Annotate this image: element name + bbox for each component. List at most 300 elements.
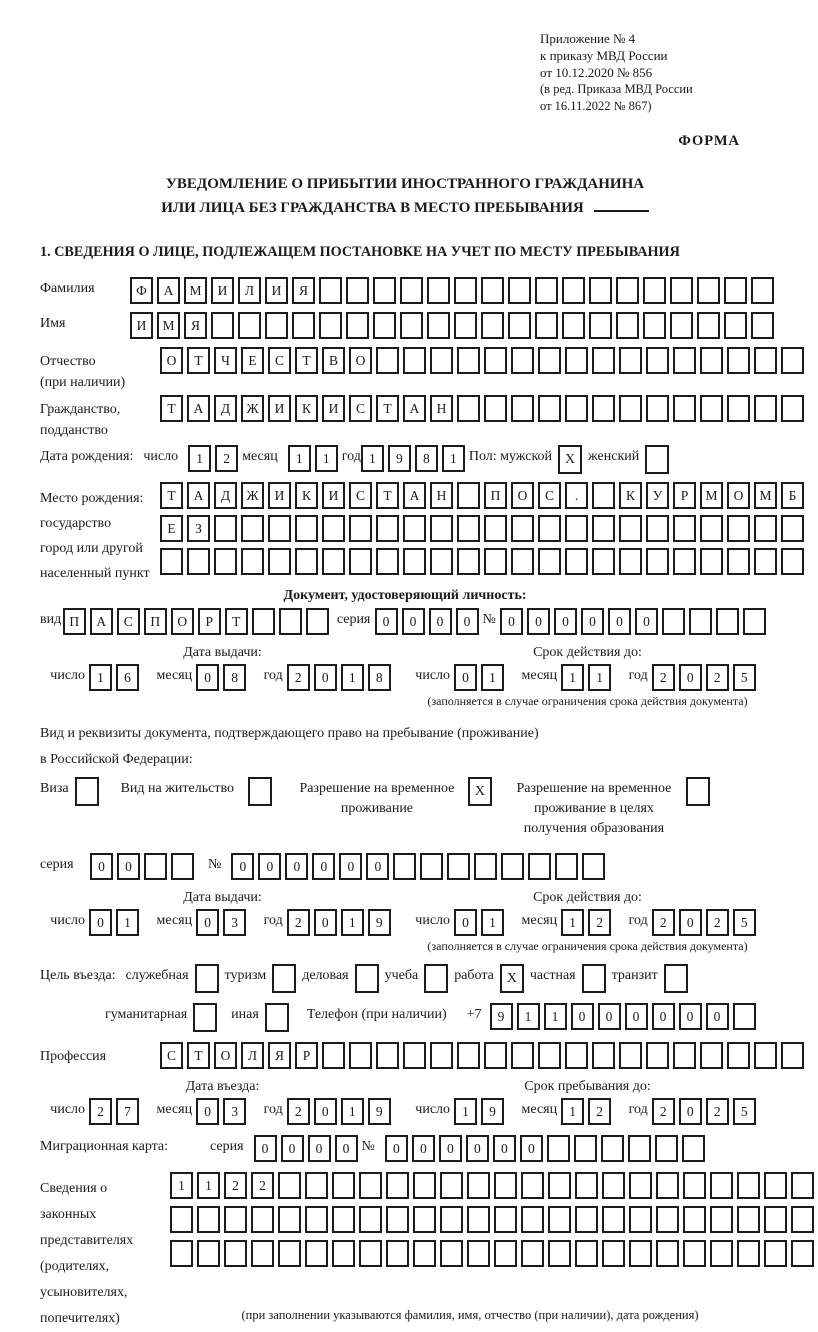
form-cell: 0 — [454, 664, 477, 691]
form-cell — [403, 1042, 426, 1069]
form-cell: Т — [187, 1042, 210, 1069]
form-cell — [716, 608, 739, 635]
form-cell — [373, 277, 396, 304]
form-cell — [319, 277, 342, 304]
form-cell — [420, 853, 443, 880]
header-line: Приложение № 4 — [540, 31, 636, 46]
form-cell: 0 — [679, 1098, 702, 1125]
form-cell: 1 — [341, 1098, 364, 1125]
form-cell: 0 — [466, 1135, 489, 1162]
migration-number-cells — [385, 1135, 709, 1162]
form-cell — [295, 515, 318, 542]
male-checkbox: X — [558, 445, 582, 474]
form-cell — [670, 312, 693, 339]
migration-number-label: № — [361, 1139, 375, 1154]
migration-series-label: серия — [210, 1139, 244, 1154]
representatives-note: (при заполнении указываются фамилия, имя, отчество (при наличии), дата рождения) — [241, 1308, 699, 1322]
birth-day-cells — [188, 445, 242, 472]
form-cell — [251, 1206, 274, 1233]
form-cell: 0 — [598, 1003, 621, 1030]
form-cell — [494, 1172, 517, 1199]
residence-series-cells — [90, 853, 198, 880]
form-cell — [278, 1206, 301, 1233]
form-cell — [683, 1172, 706, 1199]
form-cell — [278, 1172, 301, 1199]
form-cell — [656, 1240, 679, 1267]
form-cell — [629, 1206, 652, 1233]
form-cell — [754, 395, 777, 422]
doc-issue-year — [287, 668, 395, 683]
form-cell: П — [63, 608, 86, 635]
purpose-business-checkbox — [355, 964, 379, 993]
form-cell: Т — [225, 608, 248, 635]
form-cell: 0 — [706, 1003, 729, 1030]
section1-heading: 1. СВЕДЕНИЯ О ЛИЦЕ, ПОДЛЕЖАЩЕМ ПОСТАНОВКЕ НА УЧЕТ ПО МЕСТУ ПРЕБЫВАНИЯ — [40, 244, 680, 260]
form-cell — [278, 1240, 301, 1267]
form-cell — [754, 1042, 777, 1069]
form-cell: И — [322, 395, 345, 422]
form-cell — [214, 548, 237, 575]
form-cell: 1 — [170, 1172, 193, 1199]
form-cell — [727, 347, 750, 374]
form-cell — [602, 1206, 625, 1233]
form-cell — [764, 1240, 787, 1267]
birth-month-cells — [288, 445, 342, 472]
patronymic-cells — [160, 347, 808, 374]
form-cell — [619, 548, 642, 575]
form-cell: 0 — [429, 608, 452, 635]
form-cell — [144, 853, 167, 880]
form-cell — [467, 1240, 490, 1267]
form-cell — [359, 1240, 382, 1267]
name-row — [40, 312, 770, 339]
temp-residence-edu-option: Разрешение на временное проживание в целях получения образования — [508, 777, 716, 839]
form-cell: М — [700, 482, 723, 509]
birth-place-row3 — [160, 548, 808, 575]
form-cell — [616, 277, 639, 304]
form-cell — [589, 312, 612, 339]
entry-month — [196, 1102, 250, 1117]
form-cell — [484, 347, 507, 374]
form-cell — [646, 548, 669, 575]
form-cell — [403, 548, 426, 575]
form-cell: 1 — [544, 1003, 567, 1030]
form-cell — [548, 1206, 571, 1233]
form-cell — [619, 395, 642, 422]
form-cell: 0 — [231, 853, 254, 880]
birth-place-row — [40, 482, 797, 586]
form-cell: И — [211, 277, 234, 304]
form-cell: 0 — [314, 664, 337, 691]
form-cell — [602, 1172, 625, 1199]
form-cell: 0 — [412, 1135, 435, 1162]
form-cell: Я — [268, 1042, 291, 1069]
migration-series-cells — [254, 1135, 362, 1162]
form-cell — [575, 1172, 598, 1199]
residence-number-label: № — [208, 857, 222, 872]
form-cell: 0 — [571, 1003, 594, 1030]
form-cell — [700, 347, 723, 374]
form-cell — [349, 515, 372, 542]
form-cell — [508, 277, 531, 304]
form-cell — [400, 312, 423, 339]
doc-valid-note: (заполняется в случае ограничения срока действия документа) — [427, 694, 748, 708]
form-cell — [673, 395, 696, 422]
doc-number-label: № — [482, 612, 496, 627]
form-cell: Я — [292, 277, 315, 304]
residence-permit-option: Вид на жительство — [121, 777, 278, 806]
form-cell: 9 — [388, 445, 411, 472]
form-cell: 0 — [454, 909, 477, 936]
form-cell — [733, 1003, 756, 1030]
form-cell — [457, 1042, 480, 1069]
representatives-row2 — [170, 1206, 818, 1233]
form-cell: 0 — [196, 664, 219, 691]
purpose-transit-checkbox — [664, 964, 688, 993]
residence-valid-year — [652, 913, 760, 928]
form-cell: 0 — [679, 1003, 702, 1030]
form-cell: 3 — [223, 1098, 246, 1125]
doc-series-cells — [375, 608, 483, 635]
female-label: женский — [588, 449, 640, 464]
form-cell: 0 — [652, 1003, 675, 1030]
birth-date-label: Дата рождения: — [40, 449, 134, 464]
form-cell — [700, 1042, 723, 1069]
form-cell — [268, 515, 291, 542]
doc-valid-block: Срок действия до: число 0 1 месяц 1 1 год 2 0 2 5 (заполняется в случае ограничения срока действия документа) — [405, 645, 770, 709]
form-cell — [646, 515, 669, 542]
form-cell: 2 — [287, 909, 310, 936]
form-cell: О — [171, 608, 194, 635]
form-cell: 0 — [520, 1135, 543, 1162]
form-title-line1: УВЕДОМЛЕНИЕ О ПРИБЫТИИ ИНОСТРАННОГО ГРАЖДАНИНА — [165, 176, 645, 192]
form-cell — [538, 1042, 561, 1069]
form-cell — [562, 277, 585, 304]
form-cell — [619, 515, 642, 542]
form-cell — [565, 347, 588, 374]
form-cell — [629, 1240, 652, 1267]
form-cell: 0 — [312, 853, 335, 880]
form-cell: 0 — [625, 1003, 648, 1030]
form-cell — [494, 1240, 517, 1267]
form-cell — [386, 1206, 409, 1233]
form-cell — [781, 1042, 804, 1069]
form-cell: Б — [781, 482, 804, 509]
form-cell — [457, 482, 480, 509]
form-cell — [467, 1206, 490, 1233]
form-cell — [346, 277, 369, 304]
form-cell: 0 — [581, 608, 604, 635]
form-cell: Т — [160, 482, 183, 509]
residence-valid-block: Срок действия до: число 0 1 месяц 1 2 год 2 0 2 5 (заполняется в случае ограничения срока действия документа) — [405, 890, 770, 954]
form-cell: 0 — [554, 608, 577, 635]
form-cell — [743, 608, 766, 635]
form-cell — [511, 1042, 534, 1069]
form-cell: Ф — [130, 277, 153, 304]
residence-series-label: серия — [40, 857, 74, 872]
visa-checkbox — [75, 777, 99, 806]
form-cell: 5 — [733, 909, 756, 936]
form-cell: 0 — [89, 909, 112, 936]
form-cell — [737, 1206, 760, 1233]
form-cell — [697, 277, 720, 304]
form-cell — [292, 312, 315, 339]
form-cell — [197, 1240, 220, 1267]
form-cell: А — [187, 395, 210, 422]
form-cell: У — [646, 482, 669, 509]
surname-cells — [130, 277, 778, 304]
form-cell: 0 — [281, 1135, 304, 1162]
form-cell: 1 — [288, 445, 311, 472]
form-cell — [332, 1206, 355, 1233]
form-cell — [737, 1240, 760, 1267]
form-cell: 1 — [442, 445, 465, 472]
form-cell — [727, 1042, 750, 1069]
header-reference — [540, 30, 780, 115]
form-cell — [646, 347, 669, 374]
phone-cells — [490, 1003, 760, 1030]
form-cell: 2 — [706, 664, 729, 691]
name-label: Имя — [40, 316, 66, 331]
form-cell: 0 — [196, 909, 219, 936]
form-cell: 5 — [733, 1098, 756, 1125]
form-cell — [710, 1172, 733, 1199]
form-cell — [592, 515, 615, 542]
form-cell — [241, 515, 264, 542]
surname-row — [40, 277, 770, 304]
form-cell: 1 — [454, 1098, 477, 1125]
form-cell: А — [403, 482, 426, 509]
form-cell — [430, 548, 453, 575]
form-cell: 2 — [287, 664, 310, 691]
header-line: от 10.12.2020 № 856 — [540, 65, 653, 80]
form-cell — [403, 515, 426, 542]
form-cell: 8 — [415, 445, 438, 472]
form-cell — [656, 1206, 679, 1233]
representatives-row1 — [170, 1172, 818, 1199]
form-cell — [555, 853, 578, 880]
form-cell — [457, 395, 480, 422]
form-cell — [484, 1042, 507, 1069]
form-cell — [187, 548, 210, 575]
representatives-label: Сведения о законных представителях (родителях, усыновителях, попечителях) — [40, 1181, 134, 1326]
form-cell — [619, 347, 642, 374]
form-cell: К — [619, 482, 642, 509]
form-cell — [574, 1135, 597, 1162]
form-cell: Т — [376, 482, 399, 509]
form-cell — [376, 347, 399, 374]
form-cell — [646, 395, 669, 422]
residence-valid-note: (заполняется в случае ограничения срока действия документа) — [427, 939, 748, 953]
form-cell: 1 — [588, 664, 611, 691]
form-cell — [737, 1172, 760, 1199]
form-cell: Т — [160, 395, 183, 422]
residence-permit-checkbox — [248, 777, 272, 806]
form-cell: А — [90, 608, 113, 635]
form-cell — [376, 548, 399, 575]
form-cell — [306, 608, 329, 635]
form-cell: О — [511, 482, 534, 509]
doc-issue-day — [89, 668, 143, 683]
entry-dates — [40, 1079, 770, 1125]
form-cell: Р — [198, 608, 221, 635]
form-cell: Я — [184, 312, 207, 339]
form-cell — [440, 1206, 463, 1233]
form-cell: Н — [430, 482, 453, 509]
form-cell: С — [268, 347, 291, 374]
form-cell: Ч — [214, 347, 237, 374]
form-cell: 3 — [223, 909, 246, 936]
form-cell — [592, 1042, 615, 1069]
form-cell: 0 — [635, 608, 658, 635]
form-cell: 1 — [481, 909, 504, 936]
form-cell — [305, 1240, 328, 1267]
form-cell — [430, 1042, 453, 1069]
residence-issue-day — [89, 913, 143, 928]
form-cell — [538, 548, 561, 575]
residence-doc-intro: Вид и реквизиты документа, подтверждающего право на пребывание (проживание) в Российской Федерации: — [40, 726, 539, 767]
form-cell — [670, 277, 693, 304]
stay-until-block: Срок пребывания до: число 1 9 месяц 1 2 год 2 0 2 5 — [405, 1079, 770, 1125]
form-cell — [359, 1172, 382, 1199]
residence-doc-options — [40, 777, 770, 839]
birth-place-label: Место рождения: государство город или другой населенный пункт — [40, 491, 150, 581]
doc-series-label: серия — [336, 612, 371, 627]
form-cell — [548, 1240, 571, 1267]
form-cell — [413, 1240, 436, 1267]
visa-option: Виза — [40, 777, 105, 806]
form-cell — [413, 1206, 436, 1233]
form-cell — [791, 1206, 814, 1233]
form-cell — [457, 548, 480, 575]
form-cell: 9 — [481, 1098, 504, 1125]
form-cell: 0 — [196, 1098, 219, 1125]
residence-valid-day — [454, 913, 508, 928]
form-cell: 0 — [679, 664, 702, 691]
form-cell: 9 — [368, 909, 391, 936]
form-cell — [481, 312, 504, 339]
form-cell — [319, 312, 342, 339]
form-cell: 0 — [117, 853, 140, 880]
doc-valid-year — [652, 668, 760, 683]
form-cell: И — [265, 277, 288, 304]
form-cell — [781, 515, 804, 542]
identity-doc-heading: Документ, удостоверяющий личность: — [283, 588, 527, 603]
doc-valid-month — [561, 668, 615, 683]
form-cell — [376, 515, 399, 542]
form-cell — [481, 277, 504, 304]
form-cell — [791, 1240, 814, 1267]
form-cell: Л — [241, 1042, 264, 1069]
purpose-row1: Цель въезда: служебная туризм деловая учеба работа X частная транзит — [40, 964, 770, 993]
surname-label: Фамилия — [40, 281, 95, 296]
residence-issue-month — [196, 913, 250, 928]
form-cell: 7 — [116, 1098, 139, 1125]
title-blank-underline — [594, 210, 649, 212]
birth-place-row1 — [160, 482, 808, 509]
residence-series-row — [40, 853, 770, 880]
form-cell — [781, 548, 804, 575]
form-cell: 1 — [341, 909, 364, 936]
form-cell — [413, 1172, 436, 1199]
form-cell — [279, 608, 302, 635]
form-cell: . — [565, 482, 588, 509]
form-cell — [484, 515, 507, 542]
form-cell: 2 — [652, 909, 675, 936]
form-cell — [305, 1172, 328, 1199]
form-cell: Д — [214, 395, 237, 422]
form-cell: 5 — [733, 664, 756, 691]
form-cell: 1 — [116, 909, 139, 936]
form-cell: Т — [376, 395, 399, 422]
form-cell — [511, 395, 534, 422]
purpose-label: Цель въезда: — [40, 968, 116, 983]
phone-prefix: +7 — [466, 1007, 482, 1022]
form-cell: 2 — [588, 1098, 611, 1125]
form-cell — [616, 312, 639, 339]
entry-year — [287, 1102, 395, 1117]
form-cell — [160, 548, 183, 575]
form-cell — [171, 853, 194, 880]
profession-cells — [160, 1042, 808, 1069]
form-cell — [403, 347, 426, 374]
form-cell: 2 — [706, 1098, 729, 1125]
form-cell: Ж — [241, 482, 264, 509]
migration-card-row — [40, 1135, 770, 1162]
form-cell — [265, 312, 288, 339]
form-cell — [683, 1206, 706, 1233]
form-cell: 0 — [366, 853, 389, 880]
form-cell — [629, 1172, 652, 1199]
doc-valid-day — [454, 668, 508, 683]
form-cell — [764, 1206, 787, 1233]
form-cell — [454, 277, 477, 304]
form-cell — [373, 312, 396, 339]
form-cell — [535, 312, 558, 339]
form-cell — [673, 1042, 696, 1069]
form-cell: С — [117, 608, 140, 635]
form-cell — [791, 1172, 814, 1199]
form-cell: А — [157, 277, 180, 304]
form-cell: 2 — [215, 445, 238, 472]
temp-residence-checkbox: X — [468, 777, 492, 806]
residence-doc-dates — [40, 890, 770, 954]
form-cell: 1 — [341, 664, 364, 691]
form-cell — [592, 395, 615, 422]
form-cell: Т — [187, 347, 210, 374]
form-cell — [727, 515, 750, 542]
identity-doc-row — [40, 608, 770, 635]
form-cell — [700, 548, 723, 575]
form-cell: 0 — [500, 608, 523, 635]
form-cell — [781, 395, 804, 422]
form-cell: 0 — [254, 1135, 277, 1162]
form-cell — [754, 347, 777, 374]
form-cell — [224, 1240, 247, 1267]
birth-place-cells — [160, 482, 808, 581]
doc-type-label: вид — [40, 612, 62, 627]
form-cell — [592, 482, 615, 509]
form-cell: 0 — [285, 853, 308, 880]
form-cell — [548, 1172, 571, 1199]
form-cell: 1 — [188, 445, 211, 472]
form-cell — [332, 1172, 355, 1199]
form-cell — [393, 853, 416, 880]
form-cell — [764, 1172, 787, 1199]
form-cell: 1 — [561, 909, 584, 936]
form-cell: 1 — [315, 445, 338, 472]
form-cell — [484, 548, 507, 575]
